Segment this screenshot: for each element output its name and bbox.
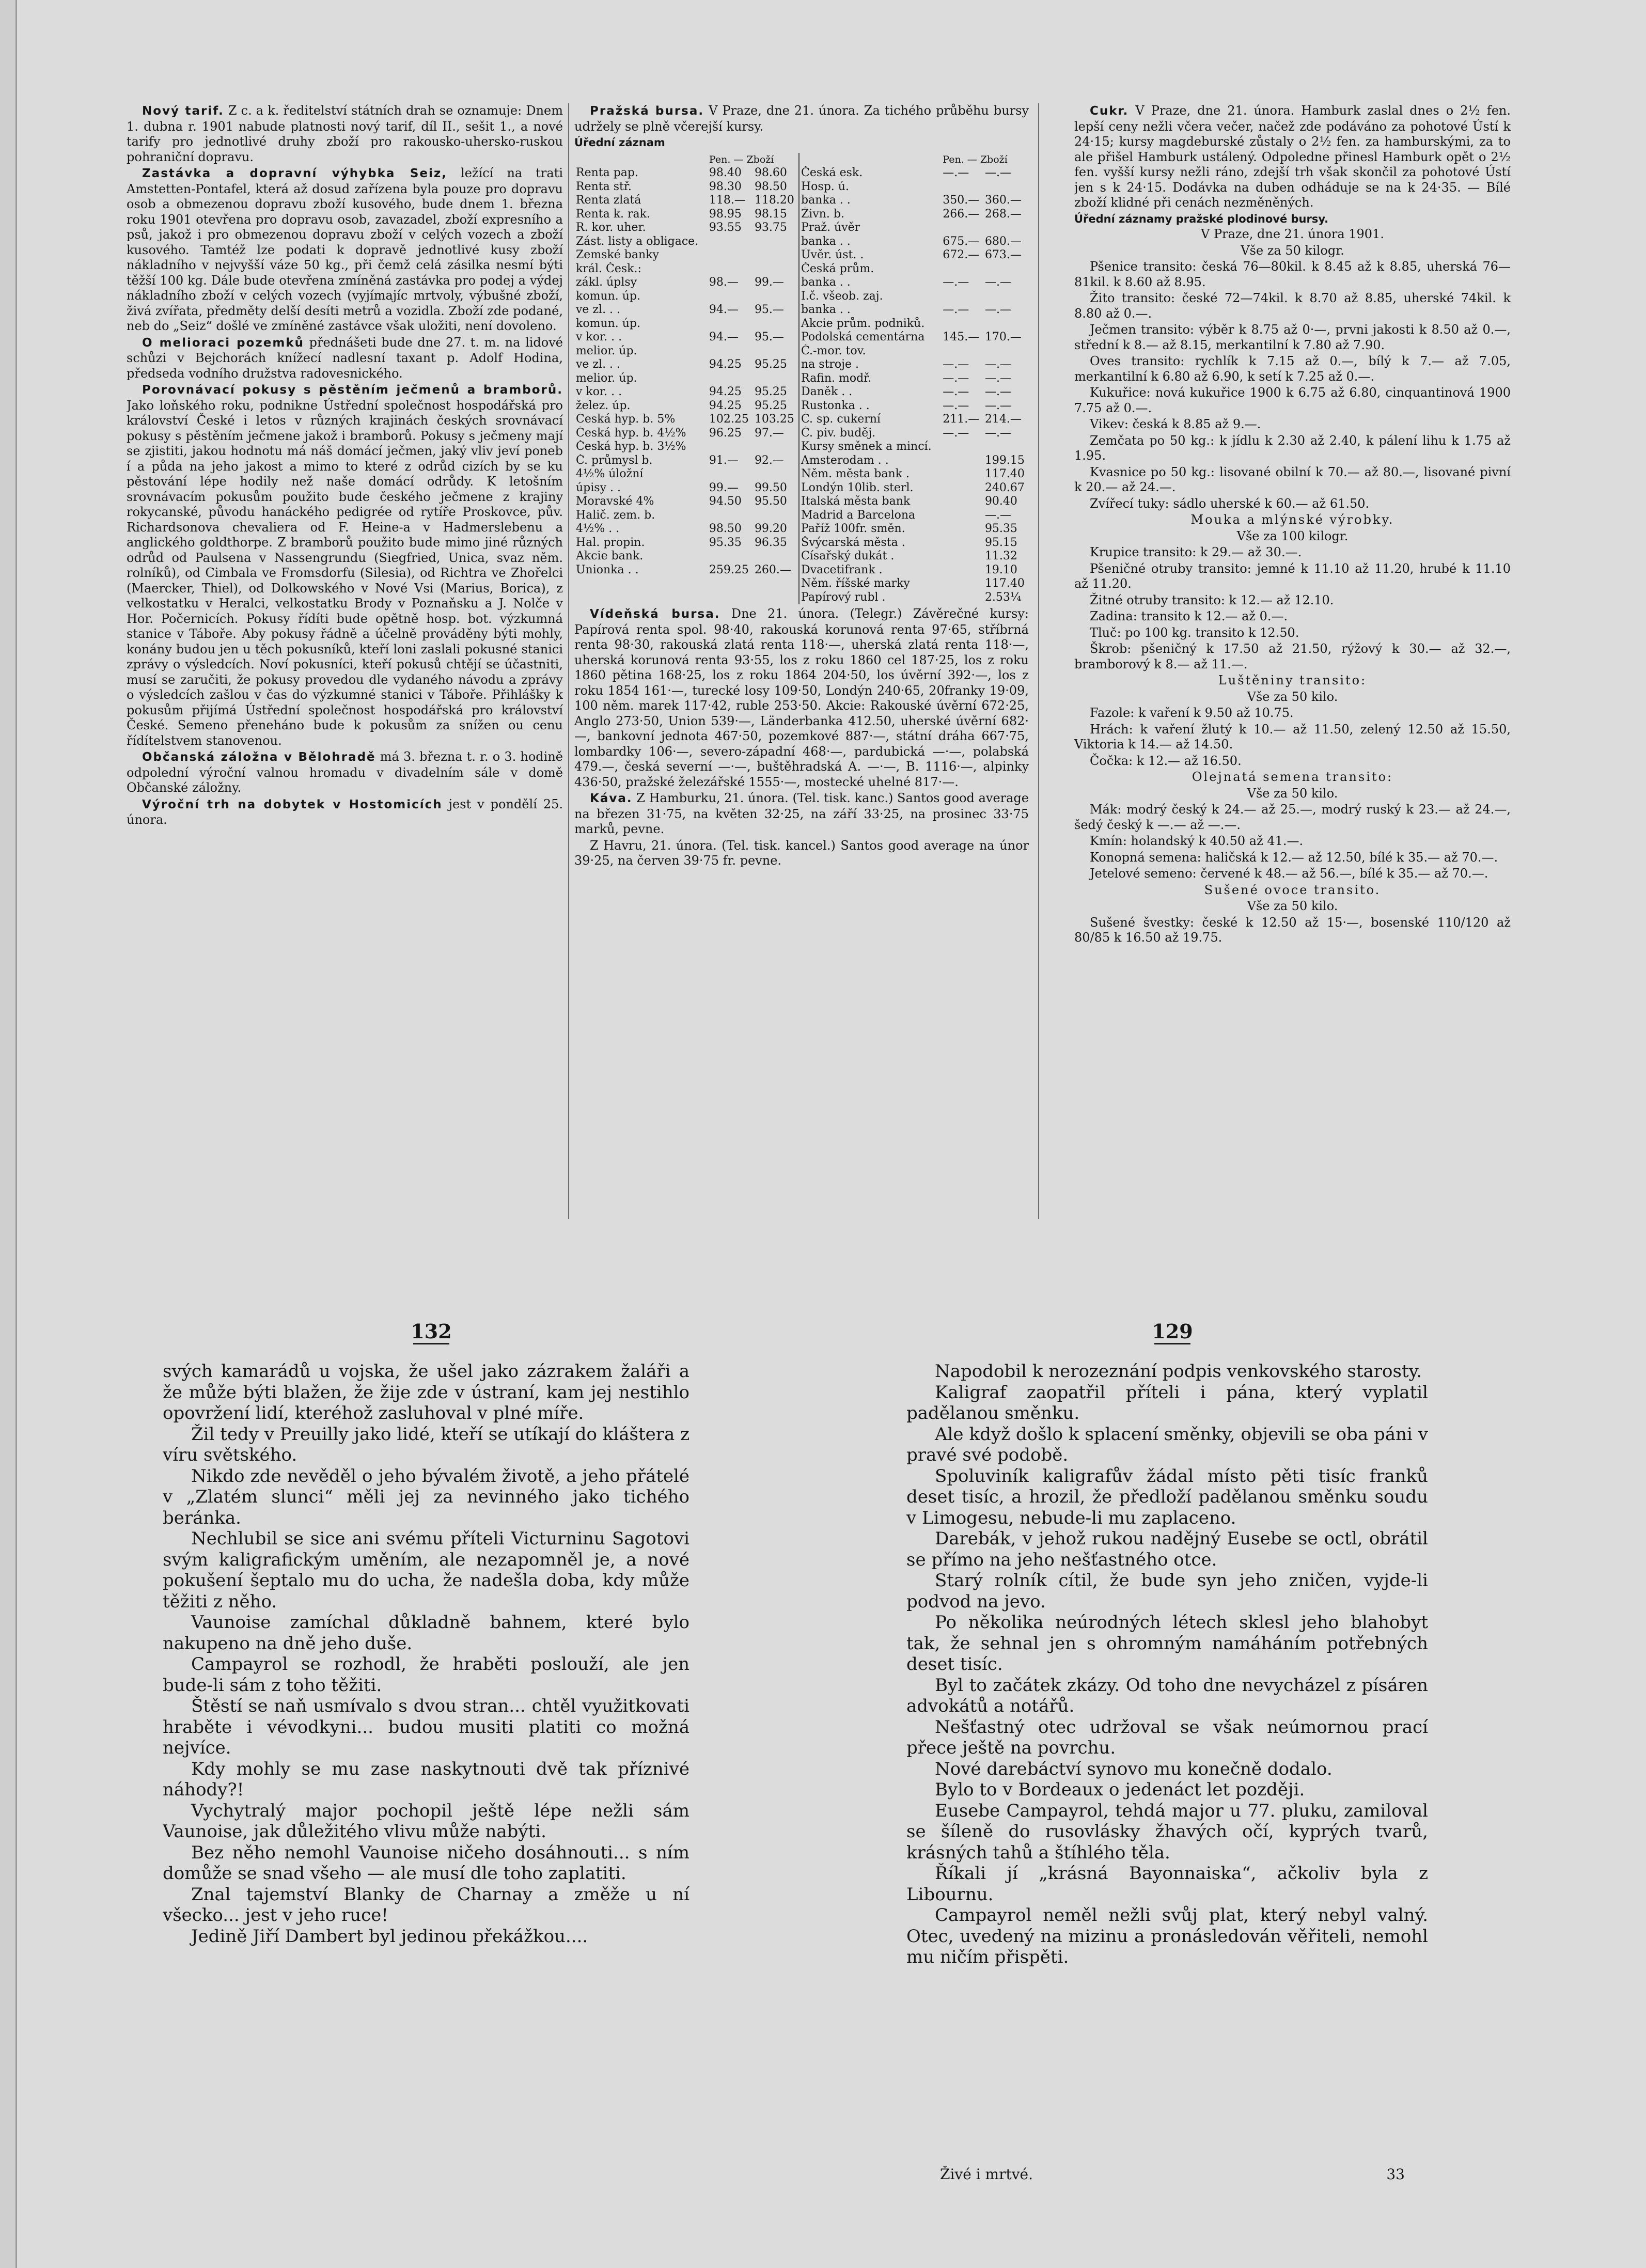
novel-paragraph: Říkali jí „krásná Bayonnaiska“, ačkoliv byla z Libournu. (906, 1863, 1428, 1905)
notice-zalozna: Občanská záložna v Bělohradě má 3. března t. r. o 3. hodině odpolední výroční valnou hromadu v divadelním sále v domě Občanské záložny. (127, 749, 563, 795)
table-row: Moravské 4% 94.50 95.50 Italská města bank 90.40 (576, 495, 1017, 508)
table-row: Unionka . . 259.25 260.— Dvacetifrank . 19.10 (576, 563, 1017, 576)
table-row: melior. úp. Rafin. modř. —.— —.— (576, 371, 1011, 385)
list-item: Zadina: transito k 12.— až 0.—. (1090, 609, 1288, 623)
novel-text-right (906, 1361, 1428, 1968)
novel-paragraph: Nové darebáctví synovo mu konečně dodalo. (935, 1758, 1333, 1779)
list-item: Konopná semena: haličská k 12.— až 12.50, bílé k 35.— až 70.—. (1090, 850, 1498, 865)
list-item: Zemčata po 50 kg.: k jídlu k 2.30 až 2.40, k pálení lihu k 1.75 až 1.95. (1074, 433, 1511, 463)
novel-paragraph: Spoluviník kaligrafův žádal místo pěti tisíc franků deset tisíc, a hrozil, že předloží padělanou směnku soudu v Limogesu, nebude-li mu zaplaceno. (906, 1465, 1428, 1528)
list-item: Fazole: k vaření k 9.50 až 10.75. (1090, 706, 1294, 720)
list-item: Čočka: k 12.— až 16.50. (1090, 753, 1242, 768)
novel-paragraph: Jedině Jiří Dambert byl jedinou překážkou.... (191, 1926, 588, 1947)
footer-title: Živé i mrtvé. (940, 2166, 1033, 2183)
ovoce-head: Sušené ovoce transito. (1204, 882, 1381, 897)
table-row: král. Česk.: Česká prům. (574, 262, 1029, 276)
novel-paragraph: Darebák, v jehož rukou nadějný Eusebe se octl, obrátil se přímo na jeho nešťastného otce. (906, 1528, 1428, 1570)
plodiny-head: Úřední záznamy pražské plodinové bursy. (1074, 212, 1329, 225)
bursa-table-header: Pen. — Zboží Pen. — Zboží (574, 153, 1029, 167)
novel-paragraph: Po několika neúrodných létech sklesl jeho blahobyt tak, že sehnal jen s ohromným namáháním potřebných deset tisíc. (906, 1612, 1428, 1675)
notice-meliorace: O melioraci pozemků přednášeti bude dne 27. t. m. na lidové schůzi v Bejchorách knížecí nadlesní taxant p. Adolf Hodina, předseda vodního družstva radovesnického. (127, 335, 563, 381)
novel-paragraph: Starý rolník cítil, že bude syn jeho zničen, vyjde-li podvod na jevo. (906, 1570, 1428, 1612)
novel-paragraph: Nešťastný otec udržoval se však neúmornou prací přece ještě na povrchu. (906, 1716, 1428, 1758)
notice-seiz: Zastávka a dopravní výhybka Seiz, ležící na trati Amstetten-Pontafel, která až dosud zařízena byla pouze pro dopravu osob a obmezenou dopravu zboží kusového, bude dnem 1. března roku 1901 otevřena pro dopravu osob, zavazadel, zboží expresního a psů, jakož i pro obmezenou dopravu zboží v celých vozech a zboží kusového. Tamtéž lze podati k dopravě jednotlivé kusy zboží nákladního v nejvyšší váze 50 kg., při čemž celá zásilka nesmí býti těžší 100 kg. Dále bude otevřena zmíněná zastávka pro podej a výdej nákladního zboží v celých vozech (vyjímajíc mrtvoly, výbušné zboží, živá zvířata, předměty delší desíti metrů a vozidla. Zboží zde podané, neb do „Seiz“ došlé ve zmíněné zastávce však uložiti, není dovoleno. (127, 166, 563, 333)
table-row: Renta zlatá 118.— 118.20 banka . . 350.— 360.— (576, 194, 1022, 207)
column-rule (568, 103, 569, 1219)
novel-paragraph: Napodobil k nerozeznání podpis venkovského starosty. (935, 1361, 1422, 1382)
table-row: v kor. . . 94.— 95.— Podolská cementárna 145.— 170.— (576, 331, 1022, 343)
bursa-intro: Pražská bursa. V Praze, dne 21. února. Za tichého průběhu bursy udržely se plně včerejší kursy. (574, 103, 1029, 134)
mouka-head: Mouka a mlýnské výrobky. (1190, 512, 1394, 527)
table-row: Česká hyp. b. 4½% 96.25 97.— Č. piv. buděj. —.— —.— (576, 426, 1011, 440)
table-row: Halič. zem. b. Madrid a Barcelona —.— (576, 508, 1011, 522)
list-item: Kukuřice: nová kukuřice 1900 k 6.75 až 6.80, cinquantinová 1900 7.75 až 0.—. (1074, 385, 1511, 415)
page-number-left: 132 (400, 1320, 462, 1344)
table-row: ve zl. . . 94.— 95.— banka . . —.— —.— (576, 303, 1011, 316)
list-item: Mák: modrý český k 24.— až 25.—, modrý ruský k 23.— až 24.—, šedý český k —.— až —.—. (1074, 802, 1511, 832)
table-row: R. kor. uher. 93.55 93.75 Praž. úvěr (574, 221, 1029, 235)
novel-paragraph: Nikdo zde nevěděl o jeho bývalém životě, a jeho přátelé v „Zlatém slunci“ měli jej za nevinného jako tichého beránka. (163, 1465, 689, 1528)
list-item: Tluč: po 100 kg. transito k 12.50. (1090, 625, 1299, 640)
table-row: úpisy . . 99.— 99.50 Londýn 10lib. sterl. 240.67 (576, 481, 1025, 494)
table-row: Renta pap. 98.40 98.60 Česká esk. —.— —.— (576, 166, 1011, 179)
table-row: v kor. . . 94.25 95.25 Daněk . . —.— —.— (576, 385, 1011, 398)
novel-paragraph: Kaligraf zaopatřil příteli i pána, který vyplatil padělanou směnku. (906, 1382, 1428, 1424)
novel-paragraph: Eusebe Campayrol, tehdá major u 77. pluku, zamiloval se šíleně do rusovlásky žhavých očí, kyprých tvarů, krásných tahů a štíhlého těla. (906, 1800, 1428, 1863)
list-item: Pšenice transito: česká 76—80kil. k 8.45 až k 8.85, uherská 76—81kil. k 8.60 až 8.95. (1074, 259, 1511, 289)
table-row: melior. úp. Č.-mor. tov. (574, 345, 1029, 358)
notice-tarif: Nový tarif. Z c. a k. ředitelství státních drah se oznamuje: Dnem 1. dubna r. 1901 nabude platnosti nový tarif, díl II., sešit 1., a nové tarify pro jednotlivé druhy zboží pro rakousko-uhersko-ruskou pohraniční dopravu. (127, 103, 563, 164)
olej-items (1074, 802, 1511, 882)
table-row: komun. úp. I.č. všeob. zaj. (574, 290, 1029, 304)
lusteniny-items (1074, 706, 1511, 769)
table-row: Č. průmysl b. 91.— 92.— Amsterodam . . 199.15 (576, 453, 1025, 467)
list-item: Žito transito: české 72—74kil. k 8.70 až 8.85, uherské 74kil. k 8.80 až 0.—. (1074, 291, 1511, 321)
table-row: Česká hyp. b. 5% 102.25 103.25 Č. sp. cukerní 211.— 214.— (576, 413, 1022, 426)
cukr: Cukr. V Praze, dne 21. února. Hamburk zaslal dnes o 2½ fen. lepší ceny nežli včera večer, načež zde podáváno za pohotové Ústí k 24·15; kursy magdeburské zůstaly o 2½ fen. za hamburskými, za to ale přišel Hamburk ustálený. Odpoledne přinesl Hamburk opět o 2½ fen. vyšší kursy nežli ráno, zdejší trh však skončil za pohotové Ústí jen s k 24·15. Dodávka na duben odháduje se na k 24·35. — Bílé zboží klidné při cenách nezměněných. (1074, 103, 1511, 210)
table-row: Zást. listy a obligace. banka . . 675.— 680.— (576, 234, 1022, 248)
novel-paragraph: svých kamarádů u vojska, že ušel jako zázrakem žaláři a že může býti blažen, že žije zde v ústraní, kam jej nestihlo opovržení lidí, kteréhož zasluhoval v plné míře. (163, 1361, 689, 1424)
table-row: Papírový rubl . 2.53¼ (574, 591, 1029, 605)
kava-havre: Z Havru, 21. února. (Tel. tisk. kancel.) Santos good average na únor 39·25, na červen 39·75 fr. pevne. (574, 838, 1029, 868)
novel-paragraph: Znal tajemství Blanky de Charnay a změže u ní všecko... jest v jeho ruce! (163, 1884, 689, 1926)
olej-unit: Vše za 50 kilo. (1247, 786, 1338, 801)
bursa-table-title: Úřední záznam (574, 136, 665, 149)
news-column-3 (1074, 103, 1511, 947)
list-item: Pšeničné otruby transito: jemné k 11.10 až 11.20, hrubé k 11.10 až 11.20. (1074, 561, 1511, 591)
table-row: ve zl. . . 94.25 95.25 na stroje . —.— —.— (576, 358, 1011, 371)
bursa-table (574, 153, 1029, 605)
list-item: Kvasnice po 50 kg.: lisované obilní k 70.— až 80.—, lisované pivní k 20.— až 24.—. (1074, 464, 1511, 494)
table-row: Akcie bank. Císařský dukát . 11.32 (576, 550, 1017, 562)
column-rule (1038, 103, 1039, 1219)
table-row: Česká hyp. b. 3½% Kursy směnek a mincí. (574, 440, 1029, 454)
novel-paragraph: Bez něho nemohl Vaunoise ničeho dosáhnouti... s ním domůže se snad všeho — ale musí dle toho zaplatiti. (163, 1842, 689, 1884)
page-edge (0, 0, 17, 2268)
lusteniny-unit: Vše za 50 kilo. (1247, 689, 1338, 704)
table-row: komun. úp. Akcie prům. podniků. (574, 317, 1029, 331)
plodiny-unit: Vše za 50 kilogr. (1241, 243, 1344, 258)
news-column-1 (127, 103, 563, 829)
table-row: Zemské banky Úvěr. úst. . 672.— 673.— (576, 248, 1022, 261)
mouka-items (1074, 545, 1511, 672)
plodiny-items (1074, 259, 1511, 511)
table-row: zákl. úplsy 98.— 99.— banka . . —.— —.— (576, 276, 1011, 289)
mouka-unit: Vše za 100 kilogr. (1236, 528, 1349, 543)
footer-number: 33 (1386, 2166, 1405, 2183)
novel-paragraph: Nechlubil se sice ani svému příteli Victurninu Sagotovi svým kaligrafickým uměním, ale nezapomněl je, a nové pokušení šeptalo mu do ucha, že nadešla doba, kdy může těžiti z něho. (163, 1528, 689, 1612)
ovoce-item: Sušené švestky: české k 12.50 až 15·—, bosenské 110/120 až 80/85 k 16.50 až 19.75. (1074, 915, 1511, 945)
viden-bursa: Vídeňská bursa. Dne 21. února. (Telegr.) Závěrečné kursy: Papírová renta spol. 98·40, rakouská korunová renta 97·65, stříbrná renta 98·30, rakouská zlatá renta 118·—, uherská zlatá renta 118·—, uherská korunová renta 93·55, los z roku 1860 cel 187·25, los z roku 1860 pětina 168·25, los z roku 1864 204·50, los úvěrní 392·—, los z roku 1854 161·—, turecké losy 109·50, Londýn 240·65, 20franky 19·09, 100 něm. marek 117·42, ruble 253·50. Akcie: Rakouské úvěrní 672·25, Anglo 273·50, Union 539·—, Länderbanka 412.50, uherské úvěrní 682·—, bankovní jednota 467·50, pozemkové 887·—, státní dráha 667·75, lombardky 106·—, severo-západní 468·—, pardubická —·—, polabská 479.—, česká severní —·—, buštěhradská A. —·—, B. 1116·—, alpinky 436·50, pražské železářské 1555·—, mostecké uhelné 817·—. (574, 606, 1029, 789)
notice-pokusy: Porovnávací pokusy s pěstěním ječmenů a bramborů. Jako loňského roku, podnikne Ústřední společnost hospodářská pro království České i letos v různých krajinách českých srovnávací pokusy s pěstěním ječmene jakož i bramborů. Pokusy s ječmeny mají se zjistiti, jakou hodnotu má náš domácí ječmen, jaký vliv jeví poneb í a půda na jeho jakost a mimo to které z odrůd cizích by se ku pěstování lépe hodily než naše domácí odrůdy. K letošním srovnávacím pokusům použito bude českého ječmene z krajiny rokycanské, původu hanáckého pedigrée od rytíře Proskovce, pův. Richardsonova chevaliera od F. Heine-a v Hadmerslebenu a anglického goldthorpe. Z bramborů použito bude mimo jiné různých odrůd od Paulsena v Nassengrundu (Siegfried, Unica, svaz něm. rolníků), od Cimbala ve Fromsdorfu (Silesia), od Richtra ve Zhořelci (Maercker, Thiel), od Dolkowského v Nové Vsi (Marius, Borica), z velkostatku v Heralci, velkostatku Brody v Poznaňsku a J. Nolče v Hor. Počernicích. Pokusy řídíti bude opětně hosp. bot. výzkumná stanice v Táboře. Aby pokusy řádně a účelně prováděny býti mohly, konány budou jen u těch pokusníků, kteří loni zaslali pokusné stanici zprávy o výsledcích. Noví pokusníci, kteří pokusů chtějí se účastniti, musí se zaručiti, že pokusy provedou dle vydaného návodu a zprávy o výsledcích zašlou v čas do výzkumné stanici v Táboře. Přihlášky k pokusům přijímá Ústřední společnost hospodářská pro království České. Semeno přeneháno bude k pokusům za snížen ou cenu řídítelstvem stanovenou. (127, 383, 563, 748)
novel-paragraph: Žil tedy v Preuilly jako lidé, kteří se utíkají do kláštera z víru světského. (163, 1424, 689, 1465)
novel-paragraph: Byl to začátek zkázy. Od toho dne nevycházel z písáren advokátů a notářů. (906, 1675, 1428, 1716)
novel-paragraph: Campayrol se rozhodl, že hraběti poslouží, ale jen bude-li sám z toho těžiti. (163, 1654, 689, 1696)
table-row: Renta k. rak. 98.95 98.15 Živn. b. 266.— 268.— (576, 207, 1022, 221)
kava-hamburk: Káva. Z Hamburku, 21. února. (Tel. tisk. kanc.) Santos good average na březen 31·75, na květen 32·25, na září 33·25, na prosinec 33·75 marků, pevne. (574, 791, 1029, 836)
table-row: želez. úp. 94.25 95.25 Rustonka . . —.— —.— (576, 399, 1011, 412)
page-footer (940, 2166, 1405, 2183)
novel-paragraph: Bylo to v Bordeaux o jedenáct let později. (935, 1779, 1305, 1800)
plodiny-date: V Praze, dne 21. února 1901. (1201, 227, 1384, 241)
novel-paragraph: Štěstí se naň usmívalo s dvou stran... chtěl využitkovati hraběte i vévodkyni... budou musiti platiti co možná nejvíce. (163, 1696, 689, 1758)
news-column-2 (574, 103, 1029, 870)
notice-trh: Výroční trh na dobytek v Hostomicích jest v pondělí 25. února. (127, 796, 563, 827)
list-item: Oves transito: rychlík k 7.15 až 0.—, bílý k 7.— až 7.05, merkantilní k 6.80 až 6.90, k setí k 7.25 až 0.—. (1074, 354, 1511, 384)
novel-text-left (163, 1361, 689, 1947)
ovoce-unit: Vše za 50 kilo. (1247, 899, 1338, 913)
novel-paragraph: Vaunoise zamíchal důkladně bahnem, které bylo nakupeno na dně jeho duše. (163, 1612, 689, 1654)
table-row: 4½% úložní Něm. města bank . 117.40 (576, 467, 1025, 480)
table-row: Něm. říšské marky 117.40 (574, 577, 1029, 591)
list-item: Žitné otruby transito: k 12.— až 12.10. (1090, 592, 1334, 607)
olej-head: Olejnatá semena transito: (1192, 770, 1393, 784)
novel-paragraph: Ale když došlo k splacení směnky, objevili se oba páni v pravé své podobě. (906, 1424, 1428, 1465)
table-row: 4½% . . 98.50 99.20 Paříž 100fr. směn. 95.35 (576, 522, 1017, 535)
list-item: Krupice transito: k 29.— až 30.—. (1090, 545, 1302, 559)
list-item: Jetelové semeno: červené k 48.— až 56.—, bílé k 35.— až 70.—. (1090, 866, 1488, 881)
table-row: Hal. propin. 95.35 96.35 Švýcarská města . 95.15 (576, 536, 1017, 549)
list-item: Zvířecí tuky: sádlo uherské k 60.— až 61.50. (1090, 496, 1370, 511)
list-item: Kmín: holandský k 40.50 až 41.—. (1090, 834, 1304, 848)
list-item: Ječmen transito: výběr k 8.75 až 0·—, prvni jakosti k 8.50 až 0.—, střední k 8.— až 8.15, merkantilní k 7.80 až 7.90. (1074, 322, 1511, 352)
list-item: Hrách: k vaření žlutý k 10.— až 11.50, zelený 12.50 až 15.50, Viktoria k 14.— až 14.50. (1074, 722, 1511, 752)
list-item: Vikev: česká k 8.85 až 9.—. (1090, 417, 1261, 431)
lusteniny-head: Luštěniny transito: (1218, 673, 1367, 687)
table-row: Renta stř. 98.30 98.50 Hosp. ú. (574, 180, 1029, 194)
novel-paragraph: Kdy mohly se mu zase naskytnouti dvě tak příznivé náhody?! (163, 1758, 689, 1800)
novel-paragraph: Vychytralý major pochopil ještě lépe nežli sám Vaunoise, jak důležitého vlivu může nabýti. (163, 1800, 689, 1842)
list-item: Škrob: pšeničný k 17.50 až 21.50, rýžový k 30.— až 32.—, bramborový k 8.— až 11.—. (1074, 642, 1511, 671)
novel-paragraph: Campayrol neměl nežli svůj plat, který nebyl valný. Otec, uvedený na mizinu a pronásledován věřiteli, nemohl mu ničím přispěti. (906, 1905, 1428, 1967)
page-number-right: 129 (1141, 1320, 1203, 1344)
